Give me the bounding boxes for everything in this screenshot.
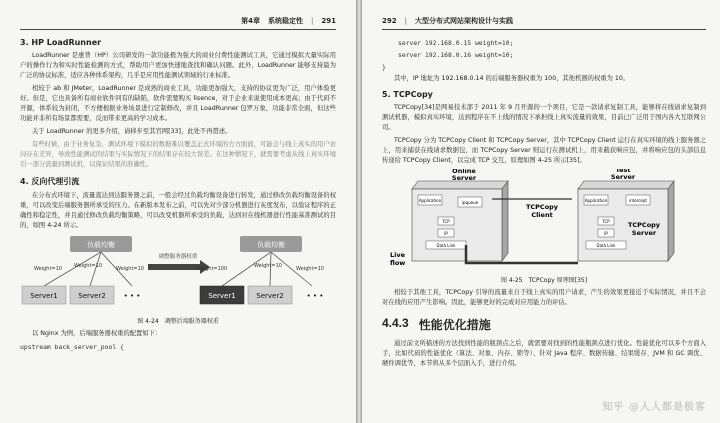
weight-label: Weight=10 [116, 266, 144, 272]
paragraph: 通过前文所描述的方法找到性能的瓶颈点之后，就需要对找到的性能瓶颈点进行优化。性能优化可以多个方面入手，比如代码的性能优化（算法、对象、内存、锁等）、针对 Java 程序、数据传输、结果缓存、JVM 和 GC 调优、硬件调优等，本节将从多个层面入手，进行介绍。 [382, 340, 706, 367]
section-tcpcopy: 5. TCPCopy [382, 90, 433, 99]
paragraph: 以 Nginx 为例，后端服务器权重的配置如下： [32, 330, 162, 337]
book-title: 大型分布式网站架构设计与实践 [414, 17, 513, 25]
online-server-label [452, 169, 477, 182]
weight-label: Weight=100 [196, 266, 228, 272]
ellipsis-label: • • • [123, 292, 141, 300]
chapter-title: 系统稳定性 [268, 17, 304, 25]
weight-label: Weight=10 [296, 266, 324, 272]
figure-4-24 [20, 234, 336, 325]
online-server-label-line: Online [452, 169, 476, 175]
header-separator: | [311, 17, 314, 25]
section-hp-loadrunner: 3. HP LoadRunner [20, 38, 102, 47]
code-line: server 192.168.0.16 weight=10; [398, 51, 514, 59]
live-flow-label: Live [390, 251, 406, 259]
left-running-head [20, 16, 336, 30]
server-label: Server1 [30, 292, 58, 300]
server-label: Server2 [78, 292, 106, 300]
weight-label: Weight=10 [34, 266, 62, 272]
tcpcopy-client-label-2: Client [531, 211, 553, 219]
ipqueue-label: ipqueue [461, 200, 479, 205]
intercept-label: intercept [629, 198, 647, 203]
paragraph: TCPCopy 分为 TCPCopy Client 和 TCPCopy Server，其中 TCPCopy Client 运行在真实环境的线上服务器之上，用来捕获在线请求数据包，而 TCPCopy Server 则运行在测试机上，用来截获响应包，并将响应包的头部信息传递给 TCPCopy Client，以完成 TCP 交互，原理如图 4-25 所示[35]。 [382, 137, 706, 164]
paragraph: 其中，IP 地址为 192.168.0.14 的后端服务器权重为 100，其他机器的权重为 10。 [394, 75, 630, 82]
app-label: Application [418, 198, 442, 203]
tcp-label: TCP [602, 219, 610, 224]
watermark: 知乎 @人人都是极客 [602, 402, 706, 413]
load-balancer-label-left: 负载均衡 [87, 241, 115, 249]
paragraph: 相较于其他工具，TCPCopy 引导的流量来自于线上真实的用户请求，产生的效果更接近于实际情况，并且不会对在线的应用产生影响。因此，能够更好的完成对应用能力的评估。 [382, 289, 706, 306]
figure-caption: 图 4-25 TCPCopy 原理图[35] [500, 277, 588, 284]
tcp-label: TCP [442, 219, 450, 224]
paragraph: 在分布式环境下，流量直达到达服务器之前，一般会经过负载均衡设备进行转发，通过修改负载均衡设备的权重，可以改变后端服务器所承受的压力。在新版本发布之前，可以先对少部分机器进行灰度发布，以验证程序的正确性和稳定性，并且通过修改负载均衡策略，可以改变机器所承受的负载，达到对在线机器进行性能基准测试的目的，如图 4-24 所示。 [20, 192, 336, 229]
section-4-4-3 [382, 316, 706, 333]
paragraph: 关于 LoadRunner 的更多介绍，请移步至其官网[33]，此处不再赘述。 [32, 128, 232, 135]
code-line: server 192.168.0.15 weight=10; [398, 39, 514, 47]
section-title: 性能优化措施 [418, 318, 491, 332]
tcpcopy-server-label-2: Server [631, 229, 657, 237]
server-label: Server2 [256, 292, 284, 300]
test-server-label: Test Server [610, 169, 636, 181]
chapter-label: 第4章 [241, 17, 261, 25]
section-number: 4.4.3 [382, 316, 409, 330]
tcpcopy-client-label: TCPCopy [525, 203, 559, 211]
header-separator: | [404, 17, 407, 25]
server-label: Server1 [208, 292, 236, 300]
paragraph: 相较于 ab 和 JMeter，LoadRunner 是成熟的商业工具，功能更加强大，支持的协议更为广泛，用户体验更好。但是，它也具备所有商业软件同有的缺陷，软件需要购买 lisence，对于企业来说使用成本更高；由于代码不开源，体系较为封闭，不方便根据业务场景进行定制修改，并且 LoadRunner 包罗万象，功能非常全面，但这些功能并非所有场景都需要，反而带来更高的学习成本。 [20, 85, 336, 122]
live-flow-label-2: flow [390, 259, 406, 267]
ip-label: IP [604, 231, 608, 236]
load-balancer-label-right: 负载均衡 [257, 241, 285, 249]
weight-label: Weight=10 [74, 263, 102, 269]
datalink-label: Data Link [596, 243, 616, 248]
figure-caption: 图 4-24 调整后端服务器权重 [137, 318, 219, 325]
test-server-label-line: Server [610, 173, 636, 181]
weight-label: Weight=10 [254, 263, 282, 269]
code-line: upstream back_server_pool { [20, 343, 124, 351]
paragraph: TCPCopy[34]是网易技术部于 2011 年 9 月开源的一个项目，它是一款请求复制工具，能够将在线请求复制到测试机器，模拟真实环境，达到程序在不上线的情况下承担线上真实流量的效果，目前已广泛用于国内各大互联网公司。 [382, 104, 706, 131]
app-label: Application [584, 198, 608, 203]
page-number-right: 292 [382, 17, 397, 25]
section-reverse-proxy: 4. 反向代理引流 [20, 177, 80, 186]
tcpcopy-server-label: TCPCopy [627, 221, 661, 229]
ip-label: IP [444, 231, 448, 236]
paragraph: 有些时候，由于业务复杂，测试环境下模拟的数据难以覆盖正式环境的方方面面，可能会与线上真实的用户访问存在差异，导致性能测试的结果与实际情况下的结果存在较大误差。在这种情况下，就需要考虑从线上真实环境引一部分流量到测试机，以保证结果的准确性。 [20, 141, 336, 168]
figure-4-25 [382, 169, 706, 284]
right-running-head [382, 16, 706, 30]
datalink-label: Data Link [436, 243, 456, 248]
arrow-label: 调整服务器权重 [158, 254, 198, 260]
paragraph: LoadRunner 是惠普（HP）公司研发的一款功能极为强大的商业付费性能测试工具，它通过模拟大量实际用户的操作行为和实时性能检测的方式，帮助用户更加快速地查找和确认问题。此外，LoadRunner 能够支持最为广泛的协议标准，适应各种体系架构，几乎是应用性能测试领域的行业标准。 [20, 52, 336, 79]
ellipsis-label: • • • [306, 292, 324, 300]
load-balancer-diagram [20, 234, 336, 310]
right-page [362, 0, 720, 423]
left-page [0, 0, 356, 423]
code-line: } [382, 63, 386, 71]
tcpcopy-diagram [382, 169, 682, 269]
page-number-left: 291 [321, 17, 336, 25]
online-server-label-line: Server [451, 174, 477, 182]
